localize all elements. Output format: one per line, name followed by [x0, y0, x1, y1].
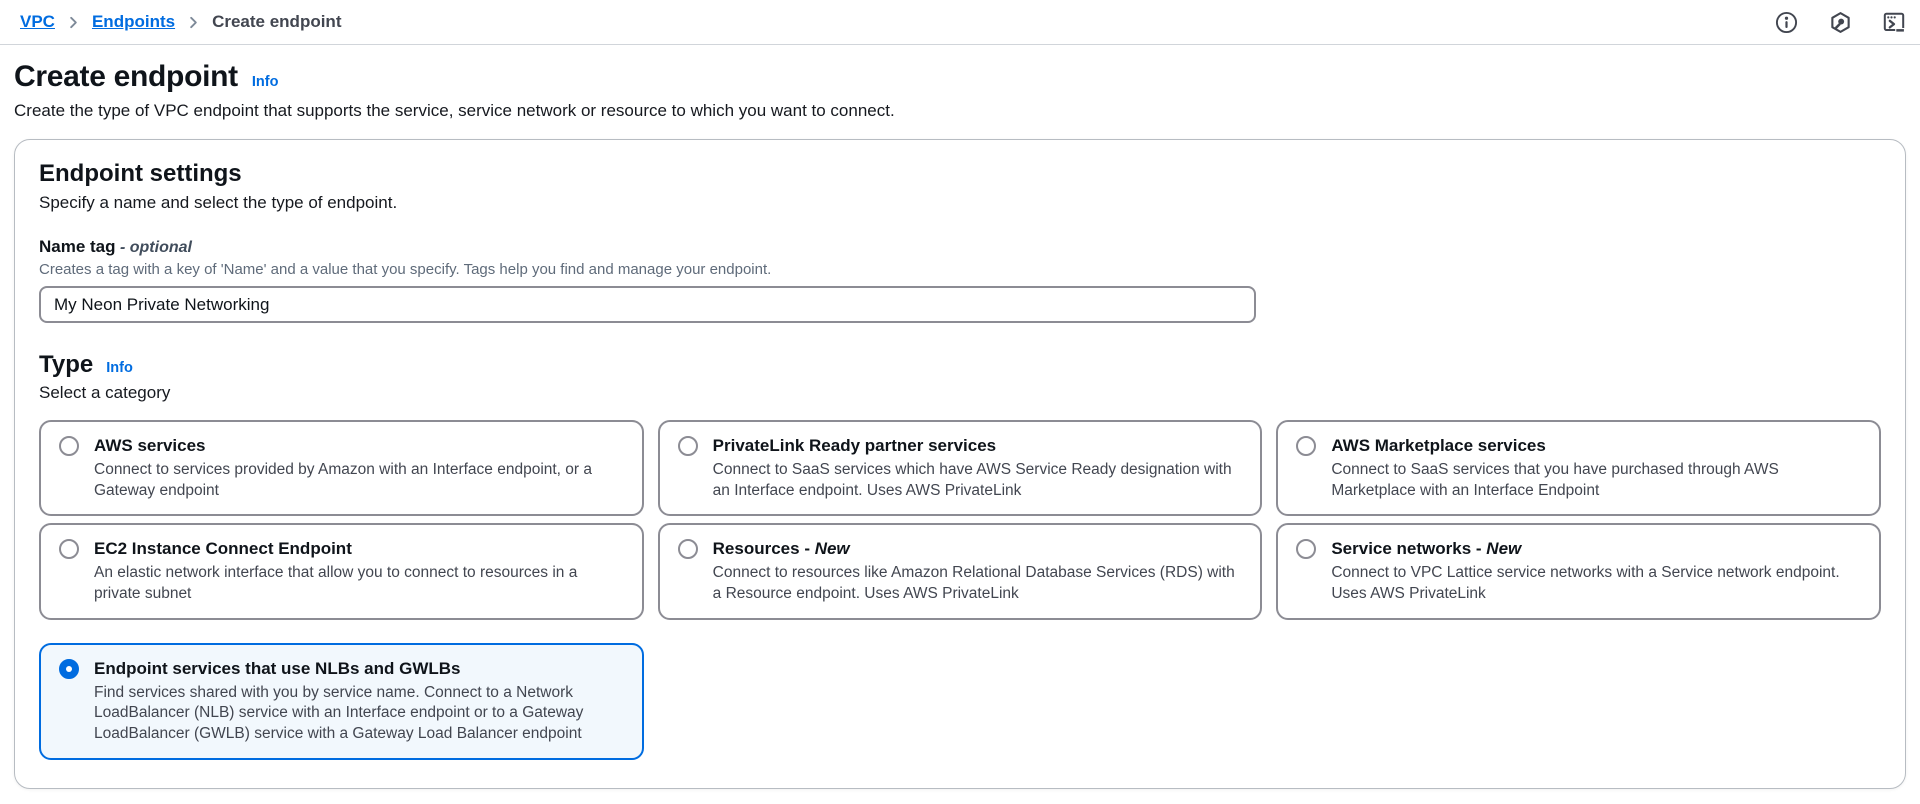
page-description: Create the type of VPC endpoint that supports the service, service network or resource to which you want to connect.: [14, 101, 895, 120]
page-info-link[interactable]: Info: [251, 74, 279, 90]
breadcrumb-current: Create endpoint: [212, 12, 342, 31]
tile-text: [1331, 538, 1863, 604]
tile-resources[interactable]: [658, 523, 1263, 619]
radio-unchecked-icon[interactable]: [1296, 539, 1316, 559]
tile-text: [1331, 435, 1863, 501]
tile-text: [713, 538, 1245, 604]
type-subtitle: Select a category: [39, 383, 171, 402]
tile-text: [94, 435, 626, 501]
type-header: [39, 351, 1881, 379]
tile-description: Connect to VPC Lattice service networks with a Service network endpoint. Uses AWS PrivateLink: [1331, 564, 1840, 603]
tile-text: [94, 658, 626, 745]
tile-aws-marketplace-services[interactable]: [1276, 420, 1881, 516]
name-tag-constraint: Creates a tag with a key of 'Name' and a value that you specify. Tags help you find and manage your endpoint.: [39, 261, 772, 278]
tile-title: Resources - New: [712, 539, 850, 559]
tile-privatelink-partner-services[interactable]: [658, 420, 1263, 516]
name-tag-optional-label: - optional: [119, 239, 192, 256]
tile-service-networks[interactable]: [1276, 523, 1881, 619]
radio-checked-icon[interactable]: [59, 659, 79, 679]
endpoint-settings-subtitle: Specify a name and select the type of endpoint.: [39, 193, 398, 212]
tile-description: An elastic network interface that allow you to connect to resources in a private subnet: [94, 564, 578, 603]
name-tag-label: Name tag: [39, 237, 116, 256]
chevron-right-icon: [186, 15, 201, 30]
endpoint-settings-title: Endpoint settings: [39, 160, 242, 187]
breadcrumb-link-vpc[interactable]: VPC: [20, 12, 55, 31]
breadcrumb-bar: [0, 0, 1920, 45]
tile-description: Connect to SaaS services which have AWS Service Ready designation with an Interface endpoint. Uses AWS PrivateLink: [712, 461, 1232, 499]
radio-unchecked-icon[interactable]: [678, 539, 698, 559]
tile-title: Service networks - New: [1331, 539, 1522, 559]
breadcrumb-link-endpoints[interactable]: Endpoints: [91, 12, 176, 31]
tile-endpoint-services-nlb-gwlb[interactable]: [39, 643, 644, 760]
name-tag-input[interactable]: [39, 286, 1256, 323]
page-header: [14, 60, 1906, 94]
amazon-q-icon[interactable]: [1828, 10, 1852, 34]
main-content: [0, 60, 1920, 789]
tile-description: Connect to services provided by Amazon with an Interface endpoint, or a Gateway endpoint: [94, 461, 593, 499]
radio-unchecked-icon[interactable]: [59, 436, 79, 456]
info-icon[interactable]: [1774, 10, 1798, 34]
endpoint-settings-card: [14, 139, 1906, 789]
radio-unchecked-icon[interactable]: [59, 539, 79, 559]
page-title: Create endpoint: [14, 60, 238, 93]
type-title: Type: [39, 351, 94, 378]
radio-unchecked-icon[interactable]: [678, 436, 698, 456]
chevron-right-icon: [66, 15, 81, 30]
name-tag-label-row: [39, 237, 1881, 257]
radio-unchecked-icon[interactable]: [1296, 436, 1316, 456]
tile-title: Endpoint services that use NLBs and GWLBs: [94, 658, 461, 678]
tile-description: Connect to resources like Amazon Relational Database Services (RDS) with a Resource endpoint. Uses AWS PrivateLink: [712, 564, 1235, 603]
tile-description: Find services shared with you by service name. Connect to a Network LoadBalancer (NLB) service with an Interface endpoint or to a Gateway LoadBalancer (GWLB) service with a Gateway Load Balancer endpoint: [94, 683, 584, 742]
breadcrumb: [20, 12, 341, 32]
tile-title: PrivateLink Ready partner services: [712, 436, 997, 455]
tile-description: Connect to SaaS services that you have purchased through AWS Marketplace with an Interface Endpoint: [1331, 461, 1779, 499]
header-icon-group: [1774, 10, 1906, 34]
tile-ec2-instance-connect-endpoint[interactable]: [39, 523, 644, 619]
tile-aws-services[interactable]: [39, 420, 644, 516]
cloudshell-icon[interactable]: [1882, 10, 1906, 34]
tile-text: [713, 435, 1245, 501]
type-tiles-grid: [39, 420, 1881, 760]
type-info-link[interactable]: Info: [106, 360, 133, 376]
tile-title: AWS services: [94, 436, 206, 455]
tile-text: [94, 538, 626, 604]
tile-title: AWS Marketplace services: [1331, 436, 1546, 455]
name-tag-field: [39, 237, 1881, 323]
tile-title: EC2 Instance Connect Endpoint: [94, 539, 352, 559]
